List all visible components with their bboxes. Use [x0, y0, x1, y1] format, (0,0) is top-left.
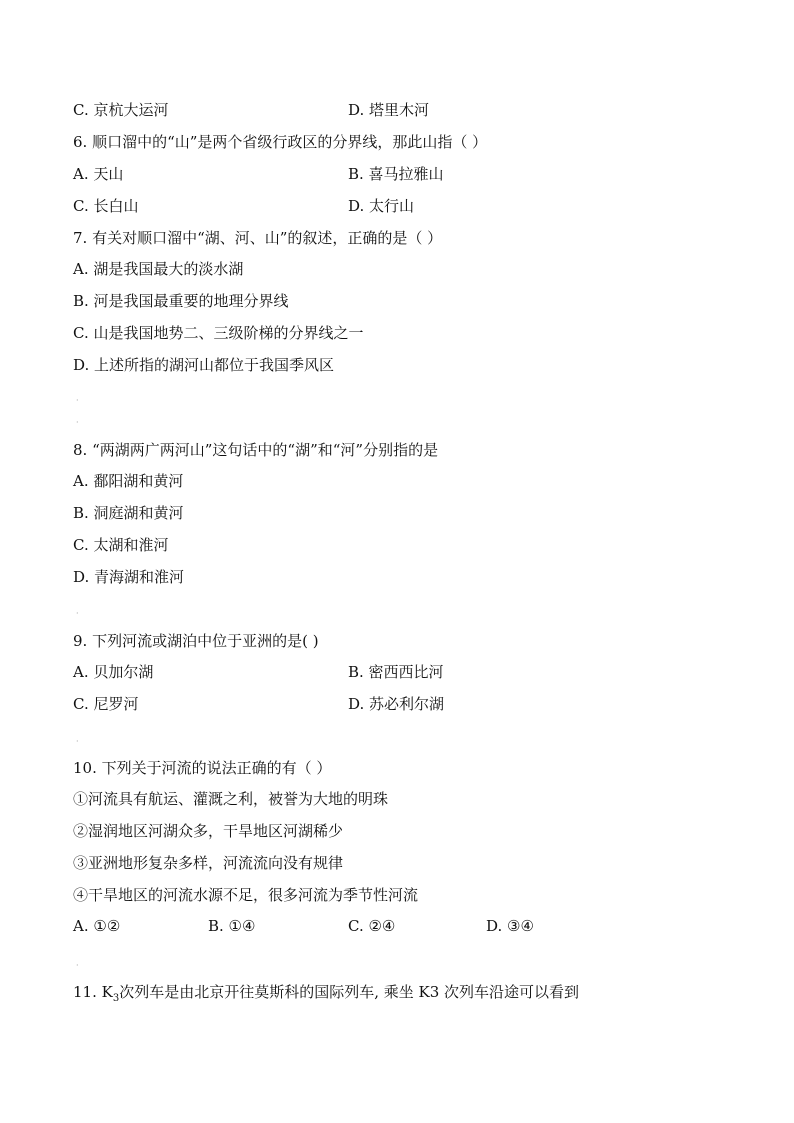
q9-option-d: D. 苏必利尔湖	[348, 695, 445, 713]
q7-option-b: B. 河是我国最重要的地理分界线	[73, 292, 289, 310]
q11-stem	[73, 982, 579, 1002]
q8-option-a: A. 鄱阳湖和黄河	[73, 472, 184, 490]
q8-option-d: D. 青海湖和淮河	[73, 568, 185, 586]
q7-option-c: C. 山是我国地势二、三级阶梯的分界线之一	[73, 324, 364, 342]
q10-option-d: D. ③④	[486, 917, 534, 935]
paragraph-mark: ·	[76, 396, 79, 405]
q10-option-a: A. ①②	[73, 917, 121, 935]
q9-option-c: C. 尼罗河	[73, 695, 139, 713]
q10-option-b: B. ①④	[208, 917, 256, 935]
q9-option-b: B. 密西西比河	[348, 663, 444, 681]
q6-option-b: B. 喜马拉雅山	[348, 165, 444, 183]
q11-subscript: 3	[112, 993, 120, 1004]
paragraph-mark: ·	[76, 961, 79, 970]
paragraph-mark: ·	[76, 737, 79, 746]
q10-statement-3: ③亚洲地形复杂多样，河流流向没有规律	[73, 854, 344, 872]
q10-option-c: C. ②④	[348, 917, 396, 935]
q10-statement-1: ①河流具有航运、灌溉之利，被誉为大地的明珠	[73, 790, 389, 808]
q9-option-a: A. 贝加尔湖	[73, 663, 154, 681]
q6-stem: 6. 顺口溜中的“山”是两个省级行政区的分界线，那此山指（ ）	[73, 133, 488, 151]
q10-statement-4: ④干旱地区的河流水源不足，很多河流为季节性河流	[73, 886, 419, 904]
q6-option-d: D. 太行山	[348, 197, 415, 215]
q7-option-a: A. 湖是我国最大的淡水湖	[73, 260, 244, 278]
paragraph-mark: ·	[76, 418, 79, 427]
q5-option-c: C. 京杭大运河	[73, 101, 169, 119]
q9-stem: 9. 下列河流或湖泊中位于亚洲的是( )	[73, 632, 319, 650]
q7-stem: 7. 有关对顺口溜中“湖、河、山”的叙述，正确的是（ ）	[73, 229, 443, 247]
q8-option-c: C. 太湖和淮河	[73, 536, 169, 554]
q7-option-d: D. 上述所指的湖河山都位于我国季风区	[73, 356, 335, 374]
q11-prefix: 11. K	[73, 983, 113, 1001]
paragraph-mark: ·	[76, 609, 79, 618]
q8-option-b: B. 洞庭湖和黄河	[73, 504, 184, 522]
q8-stem: 8. “两湖两广两河山”这句话中的“湖”和“河”分别指的是	[73, 441, 439, 459]
q6-option-c: C. 长白山	[73, 197, 139, 215]
q10-stem: 10. 下列关于河流的说法正确的有（ ）	[73, 759, 332, 777]
q6-option-a: A. 天山	[73, 165, 124, 183]
q10-statement-2: ②湿润地区河湖众多，干旱地区河湖稀少	[73, 822, 344, 840]
q5-option-d: D. 塔里木河	[348, 101, 430, 119]
q11-rest: 次列车是由北京开往莫斯科的国际列车, 乘坐 K3 次列车沿途可以看到	[119, 983, 580, 1001]
